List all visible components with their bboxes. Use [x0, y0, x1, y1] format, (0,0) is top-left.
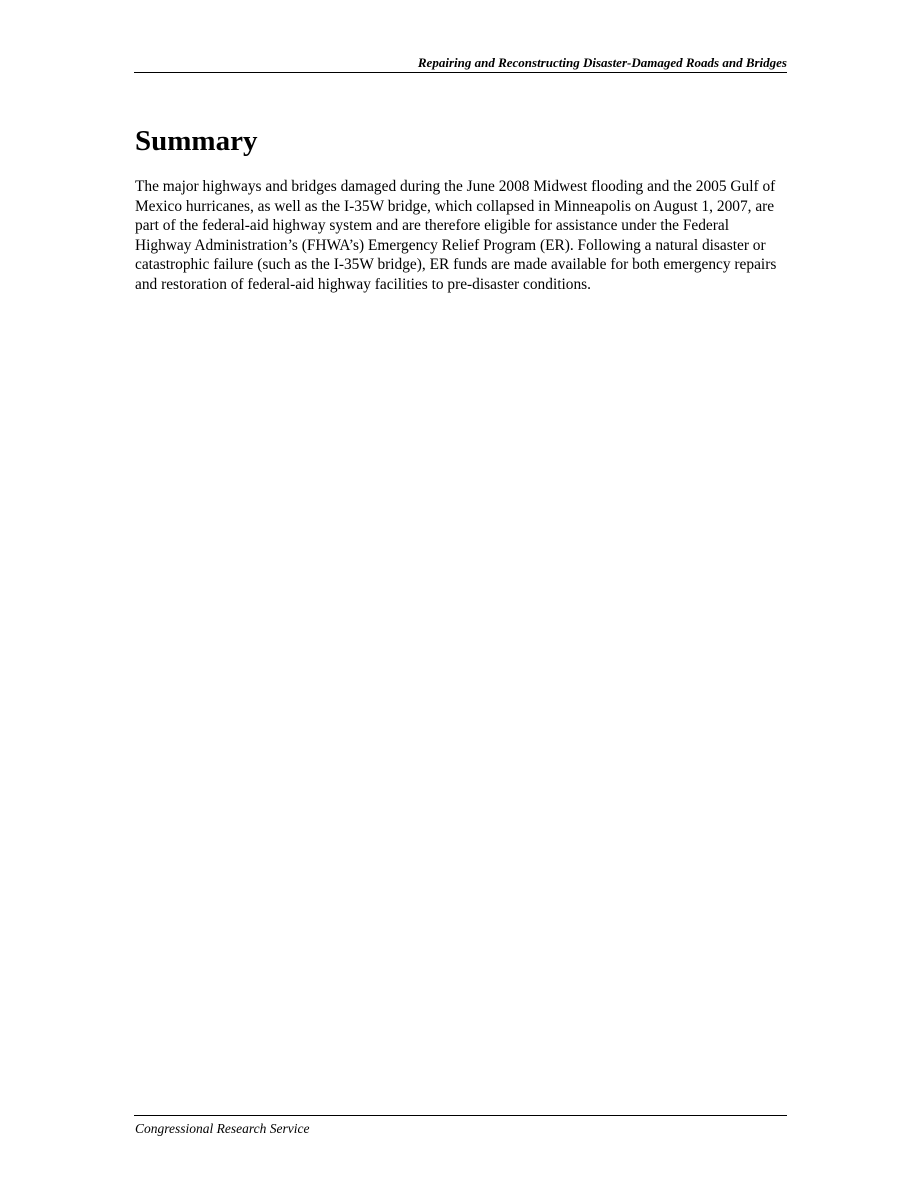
summary-paragraph: The major highways and bridges damaged during the June 2008 Midwest flooding and the 2005 Gulf of Mexico hurricanes, as well as the I-35W bridge, which collapsed in Minneapolis on August 1, 2007, are part of the federal-aid highway system and are therefore eligible for assistance under the Federal Highway Administration’s (FHWA’s) Emergency Relief Program (ER). Following a natural disaster or catastrophic failure (such as the I-35W bridge), ER funds are made available for both emergency repairs and restoration of federal-aid highway facilities to pre-disaster conditions. [135, 178, 777, 293]
page-title: Summary [135, 125, 258, 157]
footer-rule [134, 1115, 787, 1116]
running-header: Repairing and Reconstructing Disaster-Damaged Roads and Bridges [417, 55, 787, 70]
running-footer: Congressional Research Service [135, 1121, 310, 1136]
header-rule [134, 72, 787, 73]
